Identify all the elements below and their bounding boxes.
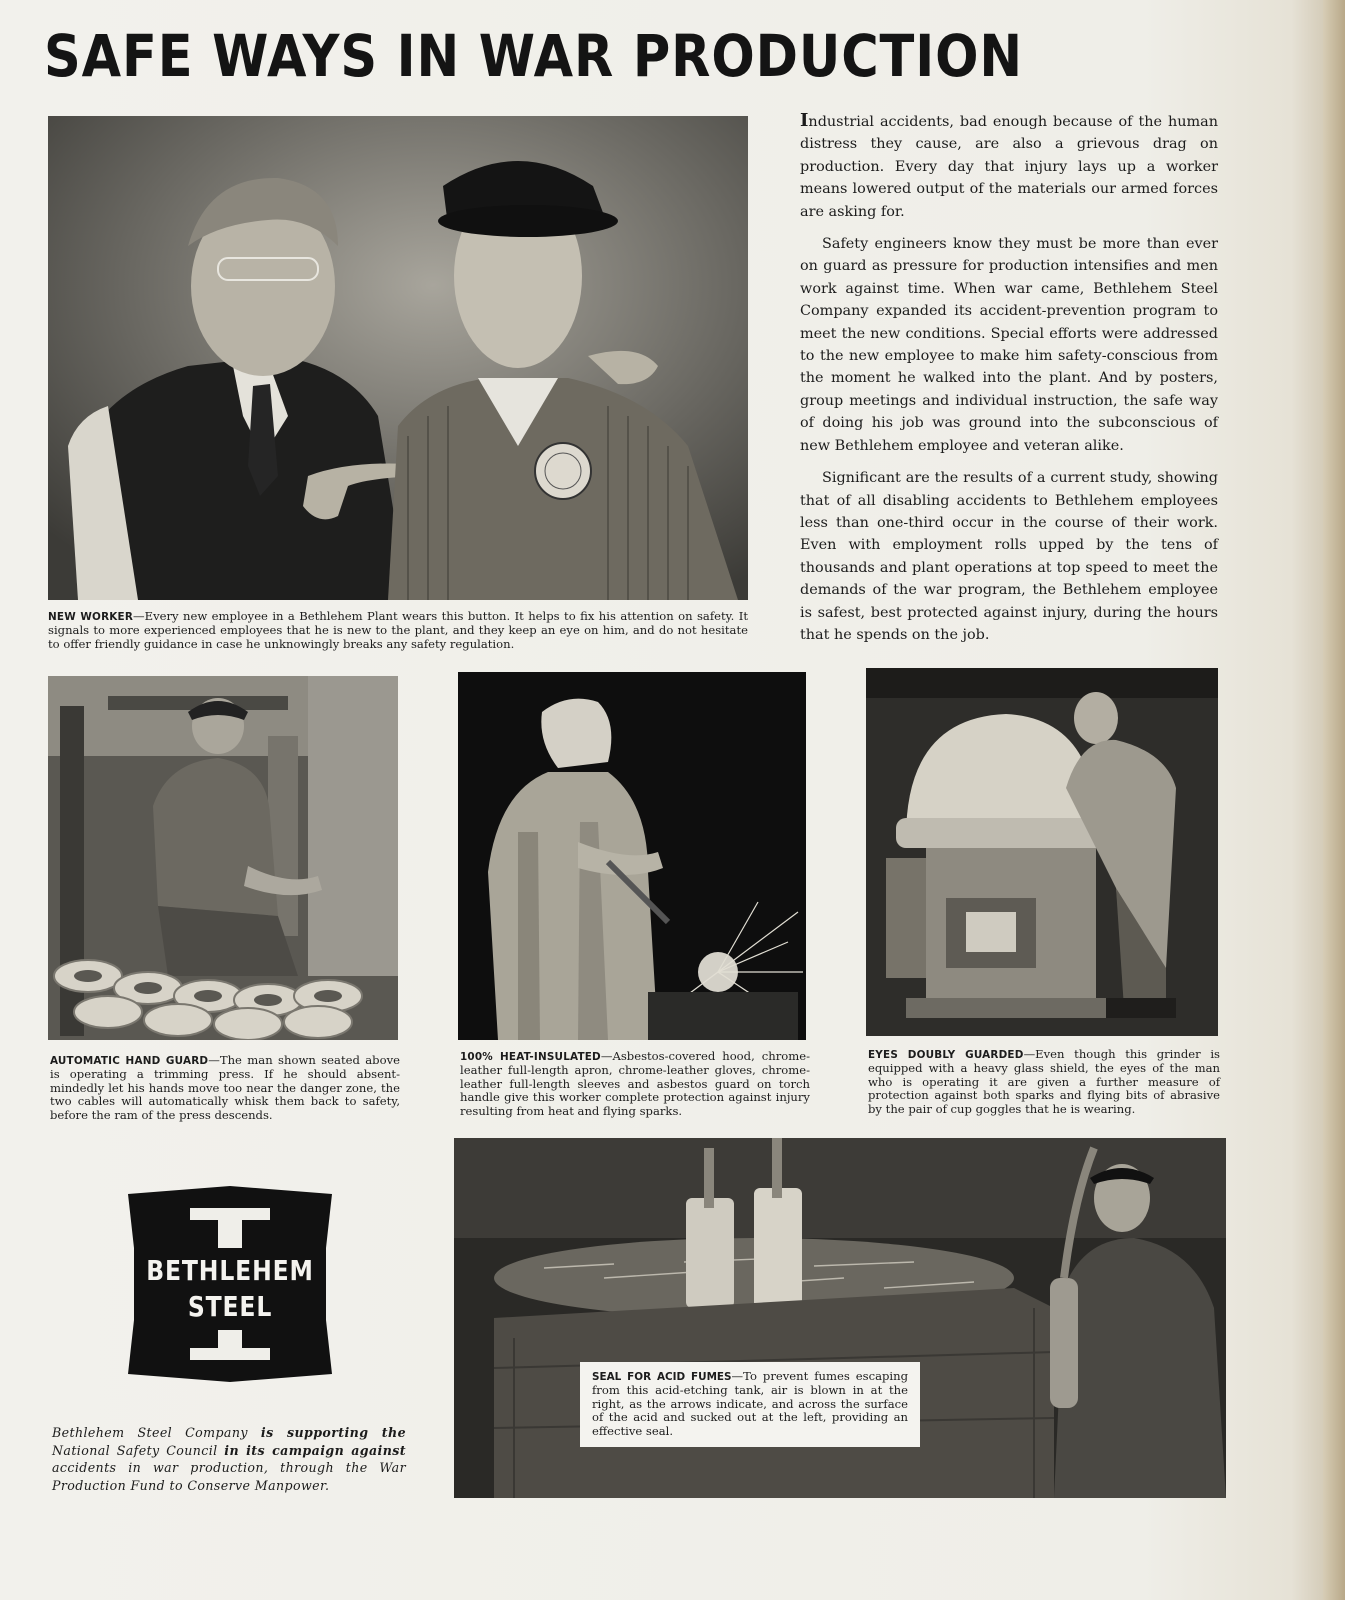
photo-eyes-guarded <box>866 668 1218 1036</box>
bethlehem-steel-logo <box>128 1186 332 1382</box>
caption-lead: SEAL FOR ACID FUMES <box>592 1371 732 1383</box>
article-body <box>800 110 1218 656</box>
body-paragraph-1: Industrial accidents, bad enough because of the human distress they cause, are also a grievous drag on production. Every day that injury lays up a worker means lowered output of the materials our armed forces are asking for. <box>800 110 1218 220</box>
tagline-part: National Safety Council <box>52 1442 225 1458</box>
page-edge <box>1323 0 1345 1600</box>
caption-eyes-guarded <box>868 1048 1220 1116</box>
caption-text: —Even though this grinder is equipped with a heavy glass shield, the eyes of the man who is operating it are given a further measure of protection against both sparks and flying bits of abrasive by the pair of cup goggles that he is wearing. <box>868 1047 1220 1116</box>
caption-lead: AUTOMATIC HAND GUARD <box>50 1055 209 1067</box>
caption-text: —Asbestos-covered hood, chrome-leather full-length apron, chrome-leather gloves, chrome-leather full-length sleeves and asbestos guard on torch handle give this worker complete protection against injury resulting from heat and flying sparks. <box>460 1049 810 1118</box>
logo-line-2: STEEL <box>187 1290 273 1323</box>
caption-lead: 100% HEAT-INSULATED <box>460 1051 601 1063</box>
photo-heat-insulated <box>458 672 806 1040</box>
photo-new-worker <box>48 116 748 600</box>
tagline-part: accidents in war production, through the War Production Fund to Conserve Manpower. <box>52 1460 406 1493</box>
logo-line-1: BETHLEHEM <box>146 1254 314 1287</box>
tagline-part: in its campaign against <box>224 1442 406 1458</box>
caption-hand-guard <box>50 1054 400 1122</box>
photo-hand-guard <box>48 676 398 1040</box>
caption-acid-fumes <box>580 1362 920 1447</box>
tagline-part: is supporting the <box>260 1425 406 1440</box>
headline: SAFE WAYS IN WAR PRODUCTION <box>44 22 1023 90</box>
caption-text: —The man shown seated above is operating a trimming press. If he should absent-mindedly let his hands move too near the danger zone, the two cables will automatically whisk them back to safety, before the ram of the press descends. <box>50 1053 400 1122</box>
support-statement <box>52 1424 406 1494</box>
caption-lead: EYES DOUBLY GUARDED <box>868 1049 1024 1061</box>
tagline-part: Bethlehem Steel Company <box>52 1425 261 1440</box>
body-paragraph-3: Significant are the results of a current study, showing that of all disabling accidents to Bethlehem employees less than one-third occur in the course of their work. Even with employment rolls upped by the tens of thousands and plant operations at top speed to meet the demands of the war program, the Bethlehem employee is safest, best protected against injury, during the hours that he spends on the job. <box>800 470 1218 643</box>
caption-heat-insulated <box>460 1050 810 1118</box>
caption-text: —Every new employee in a Bethlehem Plant wears this button. It helps to fix his attention on safety. It signals to more experienced employees that he is new to the plant, and they keep an eye on him, and do not hesitate to offer friendly guidance in case he unknowingly breaks any safety regulation. <box>48 609 748 651</box>
caption-lead: NEW WORKER <box>48 611 134 623</box>
caption-new-worker <box>48 610 748 651</box>
caption-text: —To prevent fumes escaping from this acid-etching tank, air is blown in at the right, as the arrows indicate, and across the surface of the acid and sucked out at the left, providing an effective seal. <box>592 1369 908 1438</box>
body-paragraph-2: Safety engineers know they must be more than ever on guard as pressure for production intensifies and men work against time. When war came, Bethlehem Steel Company expanded its accident-prevention program to meet the new conditions. Special efforts were addressed to the new employee to make him safety-conscious from the moment he walked into the plant. And by posters, group meetings and individual instruction, the safe way of doing his job was ground into the subconscious of new Bethlehem employee and veteran alike. <box>800 236 1218 454</box>
